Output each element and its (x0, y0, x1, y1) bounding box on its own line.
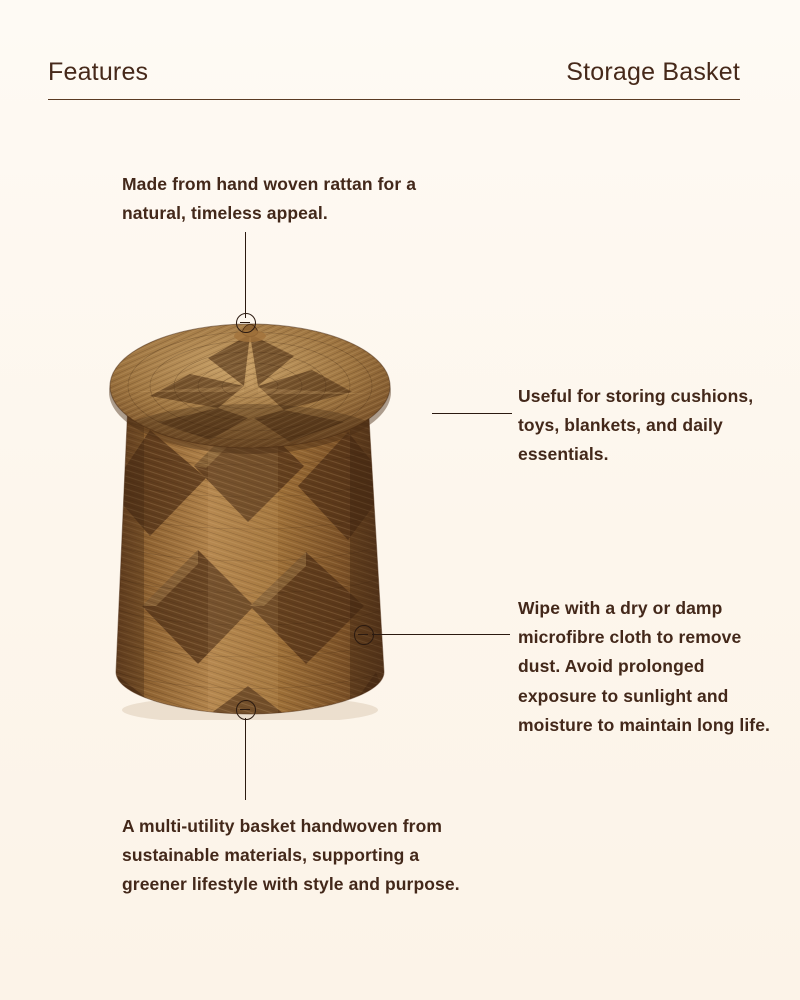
annotation-care: Wipe with a dry or damp microfibre cloth to remove dust. Avoid prolonged exposure to sunlight and moisture to maintain long life. (518, 598, 771, 735)
leader-line-usage (432, 413, 512, 414)
header (48, 58, 740, 100)
leader-line-material (245, 232, 246, 318)
page-title: Features (48, 58, 149, 86)
annotation-usage: Useful for storing cushions, toys, blankets, and daily essentials. (518, 386, 754, 465)
callout-node-material (236, 313, 256, 333)
product-name-title: Storage Basket (566, 58, 740, 86)
woven-rattan-storage-basket-with-lid-icon (98, 300, 442, 720)
callout-node-care (354, 625, 374, 645)
annotation-material: Made from hand woven rattan for a natural, timeless appeal. (122, 174, 417, 224)
product-image (98, 300, 442, 720)
callout-node-sustainability (236, 700, 256, 720)
annotation-sustainability: A multi-utility basket handwoven from sustainable materials, supporting a greener lifestyle with style and purpose. (122, 816, 460, 895)
leader-line-care (372, 634, 510, 635)
leader-line-sustainability (245, 718, 246, 800)
